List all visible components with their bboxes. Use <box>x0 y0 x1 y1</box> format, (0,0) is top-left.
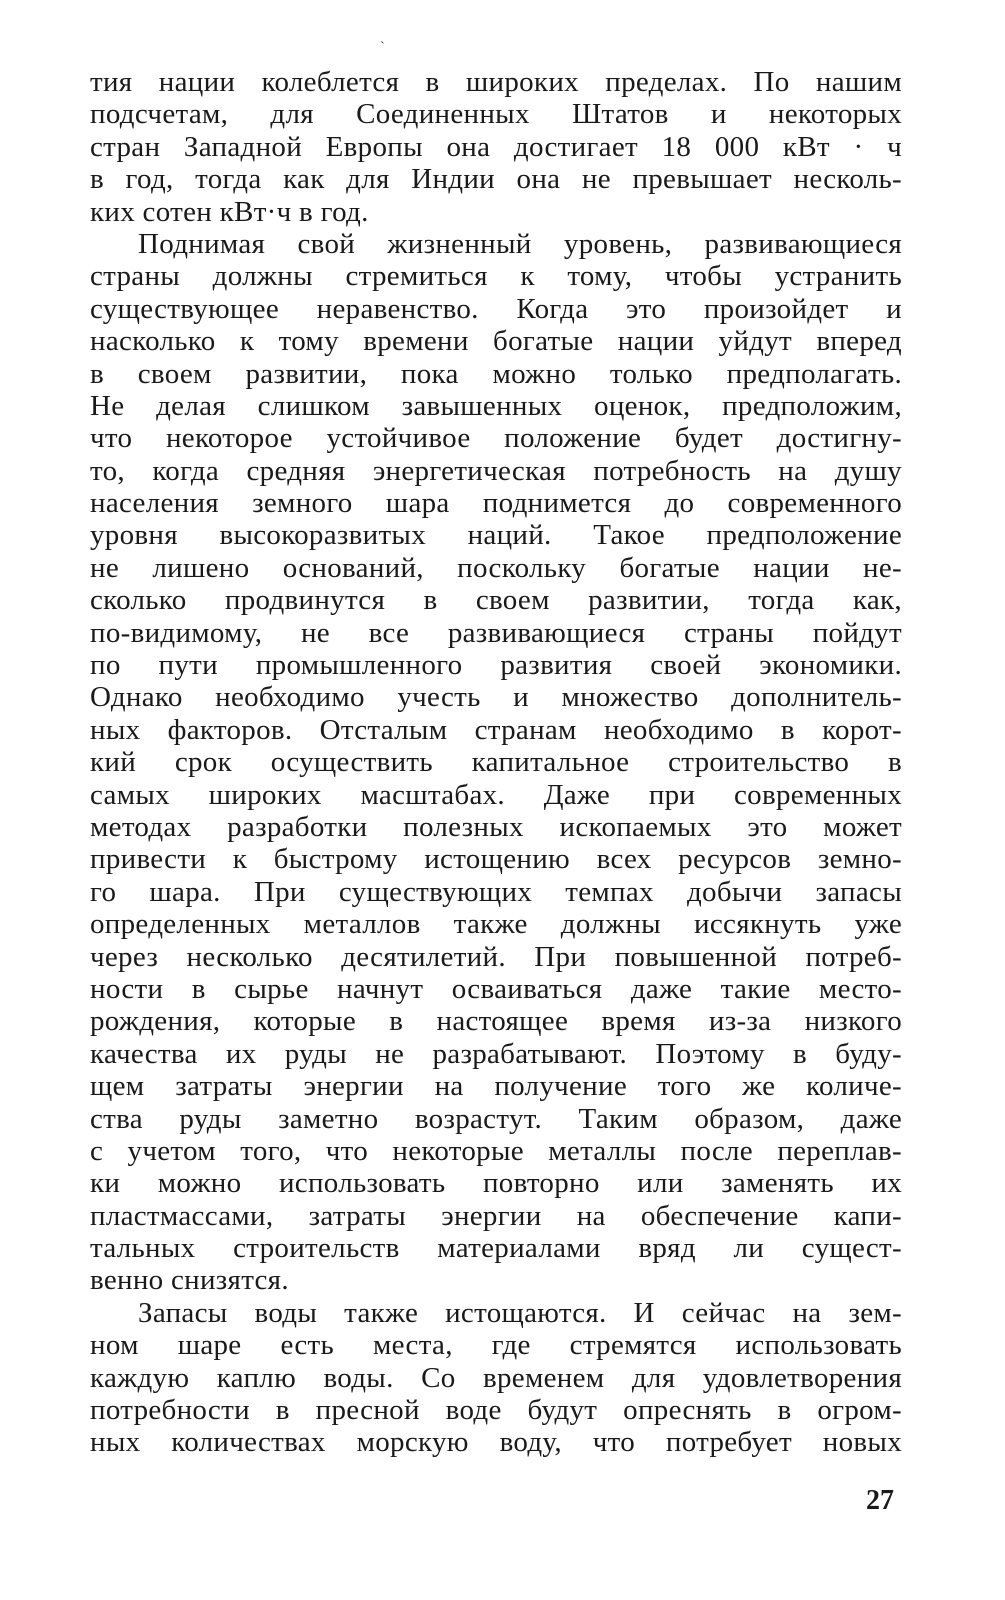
text-line: в год, тогда как для Индии она не превышает несколь- <box>90 163 902 196</box>
text-line: ном шаре есть места, где стремятся использовать <box>90 1329 902 1362</box>
text-line: ки можно использовать повторно или заменять их <box>90 1167 902 1200</box>
text-line: пластмассами, затраты энергии на обеспечение капи- <box>90 1199 902 1232</box>
text-line: Не делая слишком завышенных оценок, предположим, <box>90 389 902 422</box>
page-number: 27 <box>866 1485 894 1516</box>
top-mark: ` <box>380 40 385 55</box>
text-line: тия нации колеблется в широких пределах. По нашим <box>90 66 902 98</box>
text-line: ных количествах морскую воду, что потребует новых <box>90 1426 902 1459</box>
text-line: методах разработки полезных ископаемых это может <box>90 810 902 843</box>
text-line: то, когда средняя энергетическая потребность на душу <box>90 454 902 487</box>
text-line: тальных строительств материалами вряд ли сущест- <box>90 1232 902 1265</box>
text-line: венно снизятся. <box>90 1264 289 1297</box>
text-line: самых широких масштабах. Даже при современных <box>90 778 902 811</box>
text-line: стран Западной Европы она достигает 18 000 кВт · ч <box>90 130 902 163</box>
text-line: го шара. При существующих темпах добычи запасы <box>90 875 902 908</box>
text-line: с учетом того, что некоторые металлы после переплав- <box>90 1134 902 1167</box>
text-line: по пути промышленного развития своей экономики. <box>90 649 902 682</box>
text-line: Однако необходимо учесть и множество дополнитель- <box>90 681 902 714</box>
text-line: существующее неравенство. Когда это произойдет и <box>90 292 902 325</box>
text-line: потребности в пресной воде будут опреснять в огром- <box>90 1394 902 1427</box>
body-text <box>90 66 902 1459</box>
text-line: уровня высокоразвитых наций. Такое предположение <box>90 519 902 552</box>
text-line: по-видимому, не все развивающиеся страны пойдут <box>90 616 902 649</box>
text-line: Запасы воды также истощаются. И сейчас на зем- <box>138 1296 902 1329</box>
text-line: через несколько десятилетий. При повышенной потреб- <box>90 940 902 973</box>
text-line: каждую каплю воды. Со временем для удовлетворения <box>90 1361 902 1394</box>
text-line: Поднимая свой жизненный уровень, развивающиеся <box>138 227 902 260</box>
text-line: ных факторов. Отсталым странам необходимо в корот- <box>90 713 902 746</box>
text-line: не лишено оснований, поскольку богатые нации не- <box>90 551 902 584</box>
text-line: населения земного шара поднимется до современного <box>90 487 902 520</box>
text-line: кий срок осуществить капитальное строительство в <box>90 746 902 779</box>
text-line: подсчетам, для Соединенных Штатов и некоторых <box>90 98 902 131</box>
text-line: в своем развитии, пока можно только предполагать. <box>90 357 902 390</box>
text-line: ких сотен кВт·ч в год. <box>90 195 369 228</box>
text-line: привести к быстрому истощению всех ресурсов земно- <box>90 843 902 876</box>
text-line: рождения, которые в настоящее время из-за низкого <box>90 1005 902 1038</box>
text-line: качества их руды не разрабатывают. Поэтому в буду- <box>90 1037 902 1070</box>
text-line: что некоторое устойчивое положение будет достигну- <box>90 422 902 455</box>
text-line: насколько к тому времени богатые нации уйдут вперед <box>90 325 902 358</box>
text-line: ности в сырье начнут осваиваться даже такие место- <box>90 972 902 1005</box>
text-line: страны должны стремиться к тому, чтобы устранить <box>90 260 902 293</box>
text-line: щем затраты энергии на получение того же количе- <box>90 1070 902 1103</box>
text-line: сколько продвинутся в своем развитии, тогда как, <box>90 584 902 617</box>
text-line: определенных металлов также должны иссякнуть уже <box>90 908 902 941</box>
text-line: ства руды заметно возрастут. Таким образом, даже <box>90 1102 902 1135</box>
